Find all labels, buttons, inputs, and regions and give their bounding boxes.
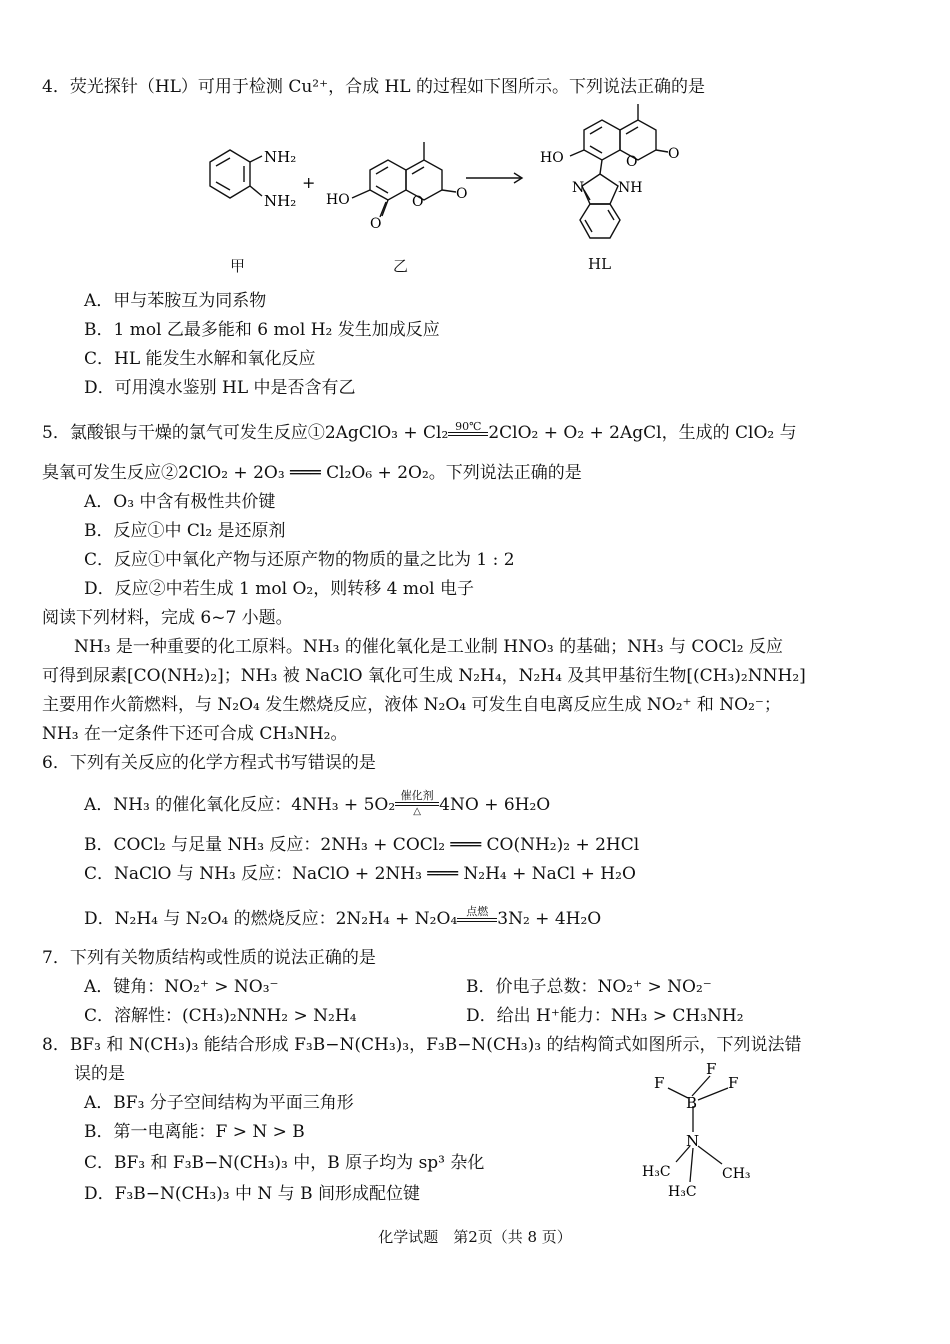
q4-option-a: A．甲与苯胺互为同系物 <box>84 291 267 311</box>
label-hl: HL <box>588 255 612 273</box>
yi-ho: HO <box>326 192 350 208</box>
compound-yi <box>352 142 456 217</box>
q6-d-left: D．N₂H₄ 与 N₂O₄ 的燃烧反应：2N₂H₄ + N₂O₄ <box>84 909 458 929</box>
q5-condition-label: 90℃ <box>455 420 482 433</box>
q6-d-condition <box>457 906 497 929</box>
q7-stem: 7．下列有关物质结构或性质的说法正确的是 <box>42 948 376 968</box>
q4-stem: 4．荧光探针（HL）可用于检测 Cu²⁺，合成 HL 的过程如下图所示。下列说法正确的是 <box>42 77 705 97</box>
q6-option-b: B．COCl₂ 与足量 NH₃ 反应：2NH₃ + COCl₂ ═══ CO(NH₂)₂ + 2HCl <box>84 835 640 855</box>
q6-stem: 6．下列有关反应的化学方程式书写错误的是 <box>42 753 376 773</box>
q8-stem-line2: 误的是 <box>74 1064 125 1084</box>
q5-option-a: A．O₃ 中含有极性共价键 <box>84 492 276 512</box>
q7-option-a: A．键角：NO₂⁺ > NO₃⁻ <box>84 977 279 997</box>
q6-option-c: C．NaClO 与 NH₃ 反应：NaClO + 2NH₃ ═══ N₂H₄ + NaCl + H₂O <box>84 864 636 884</box>
q5-option-b: B．反应①中 Cl₂ 是还原剂 <box>84 521 286 541</box>
q6-option-d <box>84 904 601 929</box>
struct-f-right: F <box>728 1074 739 1092</box>
q5-option-d: D．反应②中若生成 1 mol O₂，则转移 4 mol 电子 <box>84 579 475 599</box>
struct-n: N <box>686 1132 700 1150</box>
jia-nh2-bottom: NH₂ <box>264 192 297 210</box>
material-line-1: NH₃ 是一种重要的化工原料。NH₃ 的催化氧化是工业制 HNO₃ 的基础；NH₃ 与 COCl₂ 反应 <box>74 637 784 657</box>
q8-stem-line1: 8．BF₃ 和 N(CH₃)₃ 能结合形成 F₃B−N(CH₃)₃，F₃B−N(CH₃)₃ 的结构简式如图所示，下列说法错 <box>42 1035 802 1055</box>
q6-a-catalyst: 催化剂 <box>400 788 434 802</box>
reaction-arrow <box>466 173 522 183</box>
jia-nh2-top: NH₂ <box>264 148 297 166</box>
q5-condition <box>448 421 488 443</box>
q5-option-c: C．反应①中氧化产物与还原产物的物质的量之比为 1 : 2 <box>84 550 515 570</box>
q7-option-b: B．价电子总数：NO₂⁺ > NO₂⁻ <box>466 977 712 997</box>
material-line-3: 主要用作火箭燃料，与 N₂O₄ 发生燃烧反应，液体 N₂O₄ 可发生自电离反应生成 NO₂⁺ 和 NO₂⁻； <box>42 695 781 715</box>
q8-option-a: A．BF₃ 分子空间结构为平面三角形 <box>84 1093 354 1113</box>
struct-b: B <box>686 1094 698 1112</box>
yi-ring-o: O <box>412 194 424 210</box>
q6-a-heat: △ <box>413 805 421 817</box>
struct-h3c-bottom: H₃C <box>668 1184 697 1200</box>
q6-a-condition <box>395 790 439 818</box>
q6-option-a <box>84 790 550 820</box>
q8-option-b: B．第一电离能：F > N > B <box>84 1122 305 1142</box>
material-line-4: NH₃ 在一定条件下还可合成 CH₃NH₂。 <box>42 724 348 744</box>
q6-a-left: A．NH₃ 的催化氧化反应：4NH₃ + 5O₂ <box>84 795 396 815</box>
yi-cho-o: O <box>370 216 382 232</box>
label-yi: 乙 <box>393 257 409 275</box>
q4-reaction-scheme <box>180 100 700 280</box>
struct-ch3-right: CH₃ <box>722 1166 751 1182</box>
struct-h3c-left: H₃C <box>642 1164 671 1180</box>
q6-a-right: 4NO + 6H₂O <box>439 795 551 815</box>
q4-option-c: C．HL 能发生水解和氧化反应 <box>84 349 316 369</box>
yi-carbonyl-o: O <box>456 186 468 202</box>
hl-ho: HO <box>540 150 564 166</box>
q4-option-d: D．可用溴水鉴别 HL 中是否含有乙 <box>84 378 356 398</box>
hl-carbonyl-o: O <box>668 146 680 162</box>
material-intro: 阅读下列材料，完成 6~7 小题。 <box>42 608 293 628</box>
q8-structure-diagram <box>640 1058 770 1208</box>
q5-line2: 臭氧可发生反应②2ClO₂ + 2O₃ ═══ Cl₂O₆ + 2O₂。下列说法正确的是 <box>42 463 582 483</box>
plus-sign: + <box>302 173 316 192</box>
q7-option-c: C．溶解性：(CH₃)₂NNH₂ > N₂H₄ <box>84 1006 357 1026</box>
q6-d-ignite: 点燃 <box>466 905 489 918</box>
struct-f-top: F <box>706 1060 717 1078</box>
q5-line1-b: 2ClO₂ + O₂ + 2AgCl，生成的 ClO₂ 与 <box>488 423 797 443</box>
hl-n: N <box>572 180 585 196</box>
compound-jia <box>210 150 262 198</box>
struct-f-left: F <box>654 1074 665 1092</box>
q5-line1-a: 5．氯酸银与干燥的氯气可发生反应①2AgClO₃ + Cl₂ <box>42 423 449 443</box>
q6-d-right: 3N₂ + 4H₂O <box>497 909 602 929</box>
hl-nh: NH <box>618 180 643 196</box>
material-line-2: 可得到尿素[CO(NH₂)₂]；NH₃ 被 NaClO 氧化可生成 N₂H₄，N₂H₄ 及其甲基衍生物[(CH₃)₂NNH₂] <box>42 666 806 686</box>
q5-line1 <box>42 418 797 443</box>
compound-hl <box>570 104 668 238</box>
q8-option-c: C．BF₃ 和 F₃B−N(CH₃)₃ 中，B 原子均为 sp³ 杂化 <box>84 1153 485 1173</box>
hl-ring-o: O <box>626 154 638 170</box>
q8-option-d: D．F₃B−N(CH₃)₃ 中 N 与 B 间形成配位键 <box>84 1184 420 1204</box>
q7-option-d: D．给出 H⁺能力：NH₃ > CH₃NH₂ <box>466 1006 744 1026</box>
q4-option-b: B．1 mol 乙最多能和 6 mol H₂ 发生加成反应 <box>84 320 440 340</box>
label-jia: 甲 <box>230 257 246 275</box>
page-footer: 化学试题 第2页（共 8 页） <box>378 1228 572 1246</box>
